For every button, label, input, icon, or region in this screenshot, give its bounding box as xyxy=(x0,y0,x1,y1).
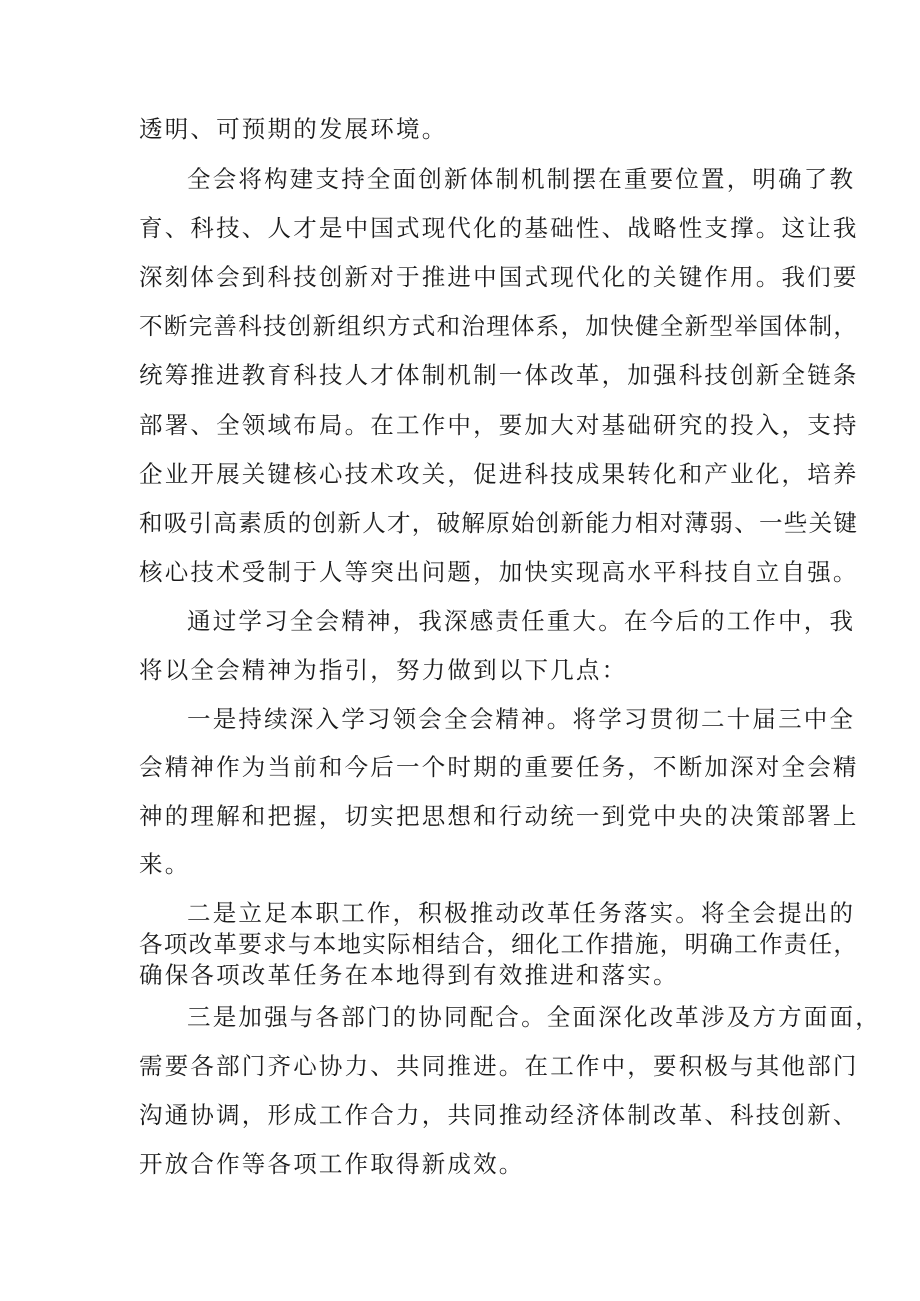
paragraph-line: 沟通协调，形成工作合力，共同推动经济体制改革、科技创新、 xyxy=(139,1101,859,1129)
paragraph-line: 统筹推进教育科技人才体制机制一体改革，加强科技创新全链条 xyxy=(139,361,859,389)
paragraph-line: 和吸引高素质的创新人才，破解原始创新能力相对薄弱、一些关键 xyxy=(139,509,859,537)
paragraph-line: 深刻体会到科技创新对于推进中国式现代化的关键作用。我们要 xyxy=(139,263,859,291)
paragraph-line: 通过学习全会精神，我深感责任重大。在今后的工作中，我 xyxy=(187,607,856,635)
paragraph-line: 开放合作等各项工作取得新成效。 xyxy=(139,1150,525,1178)
paragraph-line: 企业开展关键核心技术攻关，促进科技成果转化和产业化，培养 xyxy=(139,460,859,488)
paragraph-line: 需要各部门齐心协力、共同推进。在工作中，要积极与其他部门 xyxy=(139,1052,859,1080)
paragraph-line: 部署、全领域布局。在工作中，要加大对基础研究的投入，支持 xyxy=(139,411,859,439)
paragraph-line: 来。 xyxy=(139,850,191,878)
paragraph-line: 将以全会精神为指引，努力做到以下几点： xyxy=(139,656,628,684)
paragraph-line: 透明、可预期的发展环境。 xyxy=(139,115,448,143)
paragraph-line: 二是立足本职工作，积极推动改革任务落实。将全会提出的 xyxy=(187,899,856,927)
paragraph-line: 确保各项改革任务在本地得到有效推进和落实。 xyxy=(139,961,679,989)
paragraph-line: 核心技术受制于人等突出问题，加快实现高水平科技自立自强。 xyxy=(139,558,859,586)
paragraph-line: 全会将构建支持全面创新体制机制摆在重要位置，明确了教 xyxy=(187,165,856,193)
paragraph-line: 会精神作为当前和今后一个时期的重要任务，不断加深对全会精 xyxy=(139,753,859,781)
paragraph-line: 一是持续深入学习领会全会精神。将学习贯彻二十届三中全 xyxy=(187,705,856,733)
paragraph-line: 神的理解和把握，切实把思想和行动统一到党中央的决策部署上 xyxy=(139,802,859,830)
paragraph-line: 育、科技、人才是中国式现代化的基础性、战略性支撑。这让我 xyxy=(139,214,859,242)
paragraph-line: 各项改革要求与本地实际相结合，细化工作措施，明确工作责任， xyxy=(139,930,859,958)
paragraph-line: 不断完善科技创新组织方式和治理体系，加快健全新型举国体制， xyxy=(139,312,859,340)
paragraph-line: 三是加强与各部门的协同配合。全面深化改革涉及方方面面， xyxy=(187,1003,881,1031)
